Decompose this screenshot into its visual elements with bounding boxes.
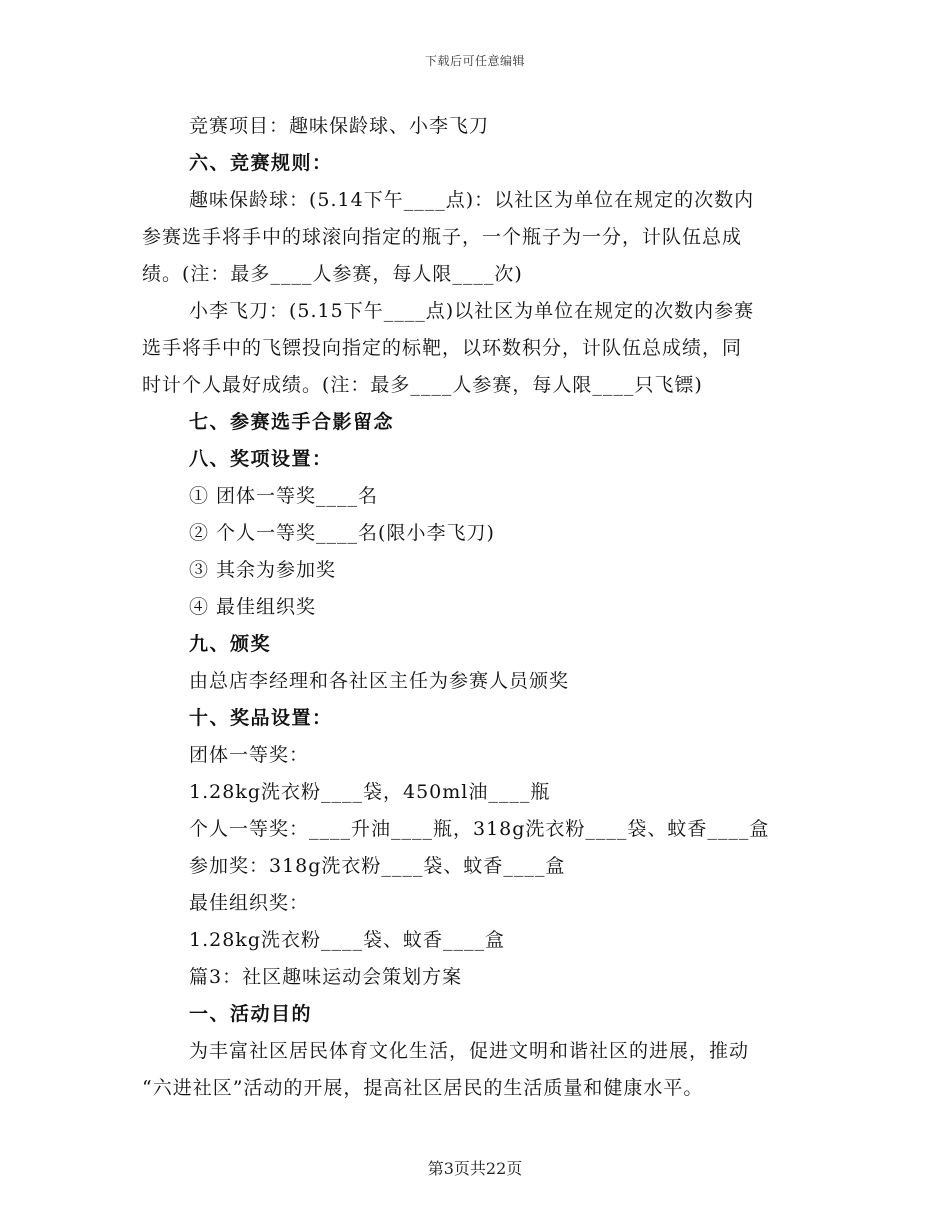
list-item: ③ 其余为参加奖 (189, 559, 337, 581)
paragraph-line: 小李飞刀：(5.15下午____点)以社区为单位在规定的次数内参赛 (189, 300, 755, 322)
paragraph-line: 趣味保龄球：(5.14下午____点)：以社区为单位在规定的次数内 (189, 189, 755, 211)
paragraph-line: 参赛选手将手中的球滚向指定的瓶子，一个瓶子为一分，计队伍总成 (142, 226, 743, 248)
paragraph-line: 竞赛项目：趣味保龄球、小李飞刀 (189, 115, 490, 137)
paragraph-line: 绩。(注：最多____人参赛，每人限____次) (142, 263, 523, 285)
section-heading: 一、活动目的 (189, 1003, 313, 1025)
section-heading: 十、奖品设置： (189, 707, 333, 729)
paragraph-line: 由总店李经理和各社区主任为参赛人员颁奖 (189, 670, 570, 692)
section-heading: 九、颁奖 (189, 633, 272, 655)
paragraph-line: 最佳组织奖： (189, 892, 310, 914)
paragraph-line: 个人一等奖：____升油____瓶，318g洗衣粉____袋、蚊香____盒 (189, 818, 770, 840)
list-item: ① 团体一等奖____名 (189, 485, 379, 507)
list-item: ④ 最佳组织奖 (189, 596, 317, 618)
page-footer: 第3页共22页 (427, 1159, 523, 1178)
section-heading: 七、参赛选手合影留念 (189, 411, 395, 433)
paragraph-line: “六进社区”活动的开展，提高社区居民的生活质量和健康水平。 (142, 1077, 704, 1099)
paragraph-line: 1.28kg洗衣粉____袋，450ml油____瓶 (189, 781, 551, 803)
paragraph-line: 团体一等奖： (189, 744, 310, 766)
section-heading: 八、奖项设置： (189, 448, 333, 470)
list-item: ② 个人一等奖____名(限小李飞刀) (189, 522, 495, 544)
paragraph-line: 1.28kg洗衣粉____袋、蚊香____盒 (189, 929, 505, 951)
paragraph-line: 为丰富社区居民体育文化生活，促进文明和谐社区的进展，推动 (189, 1040, 750, 1062)
paragraph-line: 选手将手中的飞镖投向指定的标靶，以环数积分，计队伍总成绩，同 (142, 337, 743, 359)
document-body (142, 108, 802, 1107)
paragraph-line: 时计个人最好成绩。(注：最多____人参赛，每人限____只飞镖) (142, 374, 703, 396)
document-part-title: 篇3：社区趣味运动会策划方案 (189, 966, 463, 988)
section-heading: 六、竞赛规则： (189, 152, 333, 174)
paragraph-line: 参加奖：318g洗衣粉____袋、蚊香____盒 (189, 855, 566, 877)
page-header: 下载后可任意编辑 (424, 54, 525, 68)
